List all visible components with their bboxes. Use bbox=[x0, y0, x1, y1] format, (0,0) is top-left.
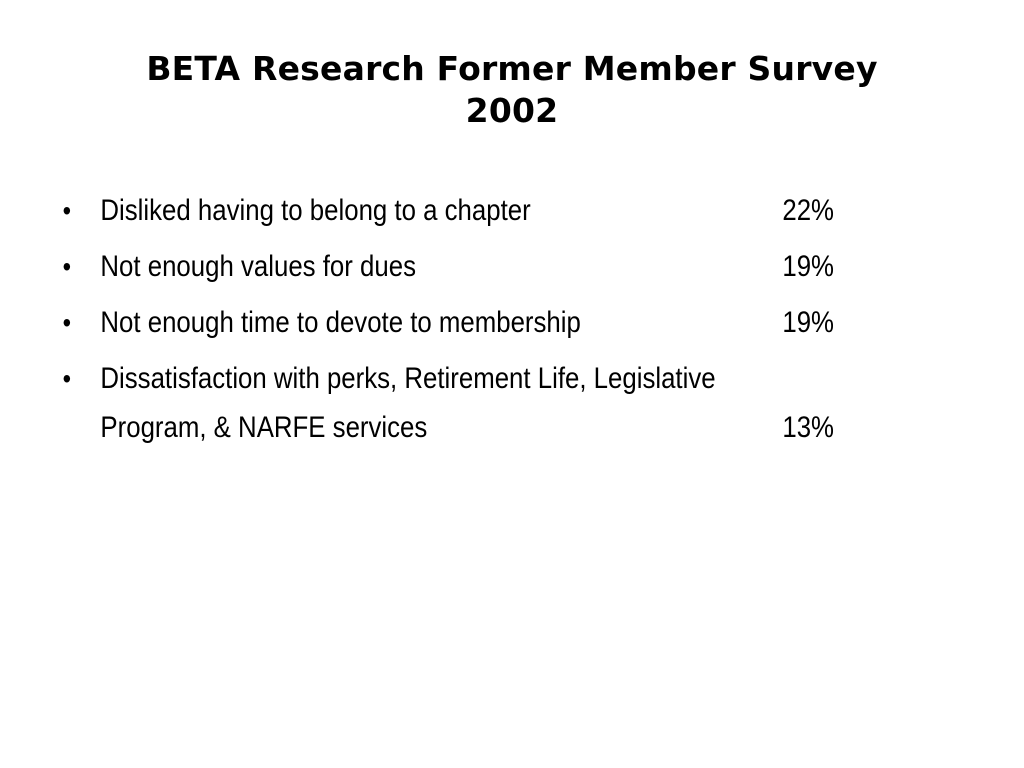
item-text-line-1: Dissatisfaction with perks, Retirement Life, Legislative bbox=[100, 362, 716, 395]
list-item bbox=[60, 298, 834, 347]
item-row bbox=[100, 242, 834, 291]
item-percent: 13% bbox=[782, 411, 834, 444]
item-text: Not enough values for dues bbox=[100, 250, 416, 283]
item-text-line-2: Program, & NARFE services bbox=[100, 411, 428, 444]
slide-title bbox=[40, 48, 984, 132]
item-text: Disliked having to belong to a chapter bbox=[100, 194, 531, 227]
list-item bbox=[60, 242, 834, 291]
slide-title-line-2: 2002 bbox=[465, 91, 559, 130]
item-row bbox=[100, 186, 834, 235]
item-percent: 19% bbox=[782, 306, 834, 339]
bullet-icon: • bbox=[62, 251, 72, 282]
item-percent: 19% bbox=[782, 250, 834, 283]
bullet-icon: • bbox=[62, 307, 72, 338]
item-text: Not enough time to devote to membership bbox=[100, 306, 581, 339]
bullet-icon: • bbox=[62, 363, 72, 394]
bullet-list bbox=[60, 186, 834, 459]
bullet-icon: • bbox=[62, 195, 72, 226]
slide-title-line-1: BETA Research Former Member Survey bbox=[146, 49, 878, 88]
item-percent: 22% bbox=[782, 194, 834, 227]
list-item bbox=[60, 354, 834, 452]
item-row bbox=[100, 403, 834, 452]
list-item bbox=[60, 186, 834, 235]
item-row bbox=[100, 298, 834, 347]
